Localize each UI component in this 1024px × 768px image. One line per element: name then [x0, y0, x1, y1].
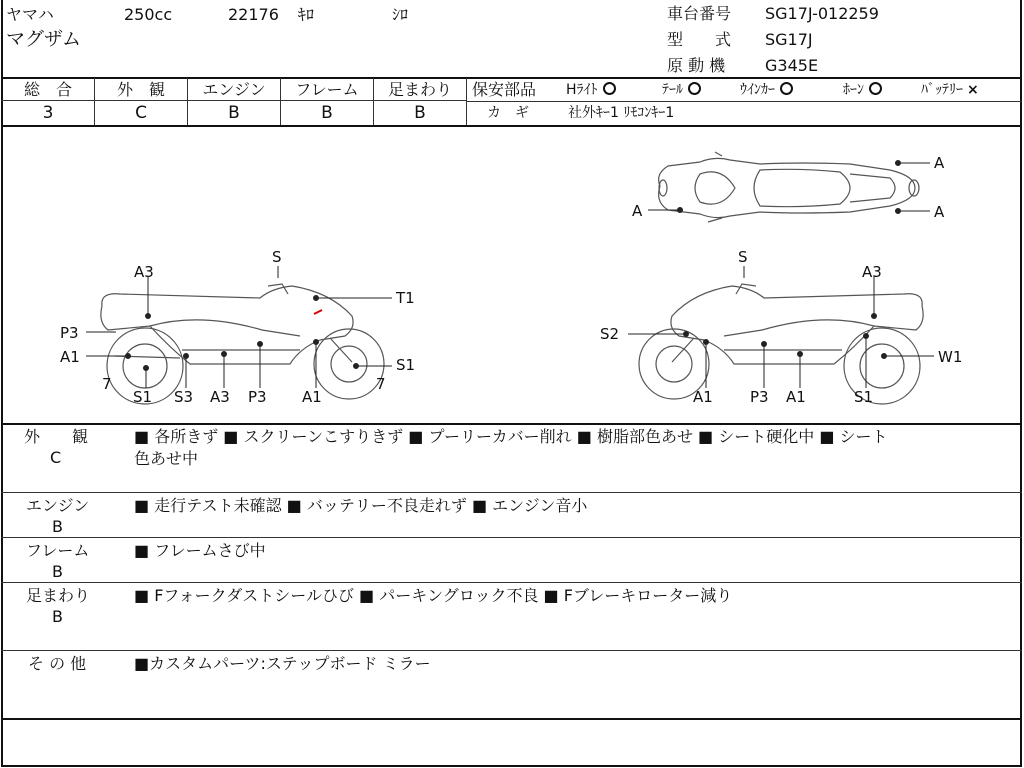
divider — [1, 537, 1022, 538]
grade-exterior-label: 外 観 — [116, 80, 165, 99]
remark-engine-label: エンジン — [26, 496, 90, 515]
grade-overall-label: 総 合 — [23, 80, 72, 99]
safety-item-winker: ｳｲﾝｶｰ — [740, 81, 793, 99]
divider — [1, 492, 1022, 493]
mileage-unit: ｷﾛ — [298, 5, 315, 24]
remark-exterior-text-cont: 色あせ中 — [134, 449, 199, 468]
left-label-t1: T1 — [396, 289, 415, 307]
remark-frame-label: フレーム — [26, 541, 90, 560]
key-label: カ ギ — [487, 105, 529, 121]
remark-suspension-text: ■ Fフォークダストシールひび ■ パーキングロック不良 ■ Fブレーキローター減り — [134, 586, 733, 605]
remark-exterior-text: ■ 各所きず ■ スクリーンこすりきず ■ プーリーカバー削れ ■ 樹脂部色あせ ■ シート硬化中 ■ シート — [134, 427, 888, 446]
right-label-s2: S2 — [600, 325, 620, 343]
mileage: 22176 — [228, 5, 279, 24]
label-leaders — [86, 161, 934, 389]
scooter-left-view — [101, 284, 384, 404]
top-label-a2: A — [934, 203, 945, 221]
divider — [467, 101, 1022, 102]
divider — [1, 718, 1022, 720]
remark-engine-grade: B — [52, 517, 63, 536]
key-value: 社外ｷｰ1 ﾘﾓｺﾝｷｰ1 — [568, 105, 675, 121]
right-label-w1: W1 — [938, 348, 963, 366]
right-bottom-p3: P3 — [750, 388, 769, 406]
safety-item-headlight: Hﾗｲﾄ — [566, 81, 616, 99]
displacement: 250cc — [124, 5, 173, 24]
left-bottom-p3: P3 — [248, 388, 267, 406]
safety-item-horn: ﾎｰﾝ — [843, 81, 882, 99]
frame-number-label: 車台番号 — [667, 4, 732, 23]
damage-diagram — [0, 126, 1024, 424]
grade-engine-value: B — [228, 103, 240, 123]
right-bottom-a1b: A1 — [786, 388, 806, 406]
divider — [1, 650, 1022, 651]
frame-number: SG17J-012259 — [765, 4, 879, 23]
top-label-a3: A — [632, 202, 643, 220]
body-color: ｼﾛ — [392, 5, 409, 24]
ng-cross-icon: × — [967, 82, 979, 98]
right-label-a3: A3 — [862, 263, 882, 281]
safety-item-tail: ﾃｰﾙ — [662, 81, 701, 99]
grade-engine-label: エンジン — [202, 80, 266, 99]
left-bottom-s3: S3 — [174, 388, 194, 406]
damage-mark — [314, 310, 322, 314]
divider — [1, 423, 1022, 425]
divider — [1, 77, 1022, 79]
grade-suspension-value: B — [414, 103, 426, 123]
grade-overall-value: 3 — [42, 103, 54, 123]
ok-circle-icon — [780, 82, 793, 95]
grade-frame-value: B — [321, 103, 333, 123]
maker: ヤマハ — [6, 5, 54, 24]
engine-model-value: G345E — [765, 56, 819, 75]
left-label-p3: P3 — [60, 324, 79, 342]
remark-suspension-label: 足まわり — [26, 586, 91, 605]
left-bottom-a1: A1 — [302, 388, 322, 406]
grade-frame-label: フレーム — [295, 80, 359, 99]
grade-suspension-label: 足まわり — [387, 80, 452, 99]
left-label-s1: S1 — [396, 356, 416, 374]
remark-frame-text: ■ フレームさび中 — [134, 541, 266, 560]
divider — [1, 582, 1022, 583]
ok-circle-icon — [688, 82, 701, 95]
remark-other-text: ■カスタムパーツ:ステップボード ミラー — [134, 654, 431, 673]
ok-circle-icon — [869, 82, 882, 95]
divider — [1, 100, 467, 101]
left-label-s: S — [272, 248, 282, 266]
right-bottom-s1: S1 — [854, 388, 874, 406]
ok-circle-icon — [603, 82, 616, 95]
top-label-a1: A — [934, 154, 945, 172]
left-label-7b: 7 — [376, 375, 386, 393]
model-name: マグザム — [6, 28, 82, 50]
scooter-right-view — [639, 284, 923, 404]
remark-exterior-grade: C — [50, 448, 62, 467]
left-bottom-s1: S1 — [133, 388, 153, 406]
scooter-top-view — [659, 152, 919, 222]
left-label-a1: A1 — [60, 348, 80, 366]
remark-suspension-grade: B — [52, 607, 63, 626]
safety-item-battery: ﾊﾞｯﾃﾘｰ × — [921, 82, 979, 98]
divider — [466, 78, 467, 125]
left-bottom-a3: A3 — [210, 388, 230, 406]
remark-other-label: そ の 他 — [28, 654, 87, 673]
remark-exterior-label: 外 観 — [24, 427, 89, 446]
engine-model-label: 原 動 機 — [667, 56, 726, 75]
type-value: SG17J — [765, 30, 813, 49]
remark-frame-grade: B — [52, 562, 63, 581]
grade-exterior-value: C — [135, 103, 147, 123]
left-label-7: 7 — [102, 375, 112, 393]
right-bottom-a1: A1 — [693, 388, 713, 406]
safety-parts-label: 保安部品 — [472, 80, 537, 99]
right-label-s: S — [738, 248, 748, 266]
remark-engine-text: ■ 走行テスト未確認 ■ バッテリー不良走れず ■ エンジン音小 — [134, 496, 588, 515]
type-label: 型 式 — [667, 30, 732, 49]
left-label-a3: A3 — [134, 263, 154, 281]
